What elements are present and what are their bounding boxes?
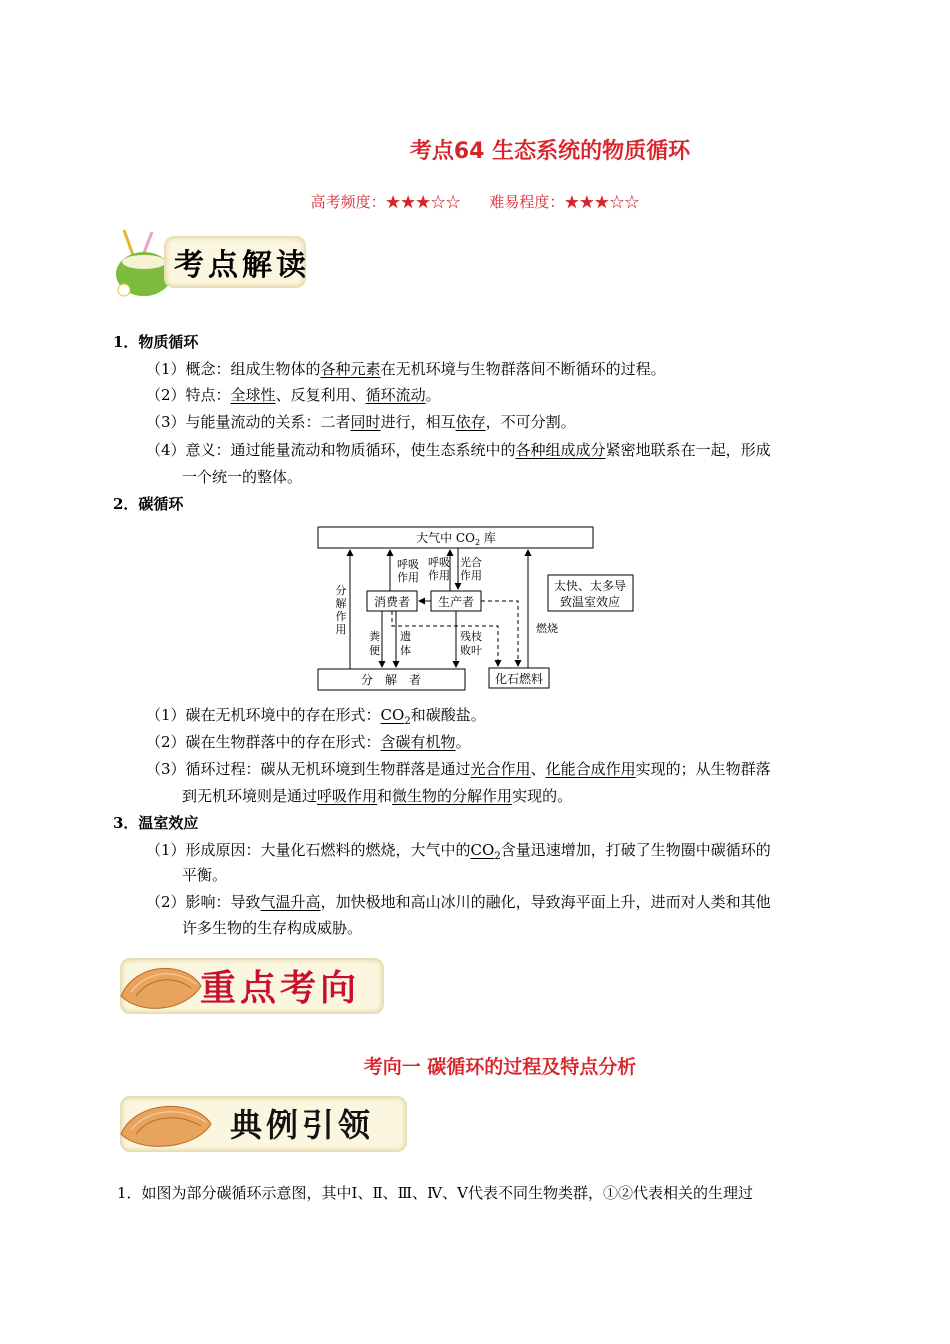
banner-focus bbox=[112, 952, 382, 1022]
page-title: 考点64 生态系统的物质循环 bbox=[409, 139, 691, 164]
banner-explain-text: 考点解读 bbox=[174, 248, 310, 283]
direction-title: 考向一 碳循环的过程及特点分析 bbox=[363, 1056, 637, 1078]
greenhouse-label-1: 太快、太多导 bbox=[553, 579, 627, 593]
svg-text:分: 分 bbox=[335, 584, 347, 597]
svg-text:粪: 粪 bbox=[369, 630, 380, 643]
carbon-cycle-diagram bbox=[310, 524, 650, 694]
difficulty-level: 难易程度：★★★☆☆ bbox=[489, 193, 640, 211]
shell-icon bbox=[116, 956, 206, 1018]
svg-text:用: 用 bbox=[335, 623, 347, 636]
svg-text:作用: 作用 bbox=[428, 569, 450, 582]
list-item-continuation: 一个统一的整体。 bbox=[182, 468, 303, 486]
svg-text:遗: 遗 bbox=[400, 630, 411, 643]
decomposer-label: 分 解 者 bbox=[360, 673, 422, 687]
list-item: （1）碳在无机环境中的存在形式：$CO_2$和碳酸盐。 bbox=[146, 706, 486, 727]
producer-label: 生产者 bbox=[437, 595, 475, 609]
list-item: （1）概念：组成生物体的各种元素在无机环境与生物群落间不断循环的过程。 bbox=[146, 360, 666, 378]
banner-example bbox=[112, 1090, 412, 1160]
svg-text:燃烧: 燃烧 bbox=[536, 622, 558, 635]
list-item-continuation: 平衡。 bbox=[182, 866, 228, 884]
list-item-continuation: 许多生物的生存构成威胁。 bbox=[182, 919, 363, 937]
question-text: 1．如图为部分碳循环示意图，其中Ⅰ、Ⅱ、Ⅲ、Ⅳ、Ⅴ代表不同生物类群，①②代表相关的生理过 bbox=[117, 1184, 753, 1202]
banner-example-text: 典例引领 bbox=[230, 1106, 375, 1144]
list-item: （1）形成原因：大量化石燃料的燃烧，大气中的$CO_2$含量迅速增加，打破了生物圈中碳循环的 bbox=[146, 841, 771, 862]
svg-text:呼吸: 呼吸 bbox=[397, 558, 419, 571]
banner-focus-text: 重点考向 bbox=[200, 968, 361, 1009]
svg-text:作: 作 bbox=[335, 610, 347, 623]
section-heading-greenhouse: 3．温室效应 bbox=[113, 814, 199, 832]
list-item: （4）意义：通过能量流动和物质循环，使生态系统中的各种组成成分紧密地联系在一起，形成 bbox=[146, 441, 771, 459]
svg-text:作用: 作用 bbox=[460, 569, 482, 582]
list-item: （2）影响：导致气温升高，加快极地和高山冰川的融化，导致海平面上升，进而对人类和其他 bbox=[146, 893, 771, 911]
shell-icon bbox=[116, 1094, 216, 1156]
svg-text:光合: 光合 bbox=[460, 556, 482, 569]
svg-text:败叶: 败叶 bbox=[460, 644, 482, 657]
list-item: （2）碳在生物群落中的存在形式：含碳有机物。 bbox=[146, 733, 471, 751]
fossil-fuel-label: 化石燃料 bbox=[494, 672, 544, 686]
list-item: （3）循环过程：碳从无机环境到生物群落是通过光合作用、化能合成作用实现的；从生物群落 bbox=[146, 760, 771, 778]
greenhouse-label-2: 致温室效应 bbox=[559, 595, 621, 609]
atmosphere-label: 大气中 $CO_2$ 库 bbox=[416, 531, 496, 547]
list-item: （2）特点：全球性、反复利用、循环流动。 bbox=[146, 386, 441, 404]
exam-frequency: 高考频度：★★★☆☆ bbox=[310, 193, 461, 211]
svg-text:便: 便 bbox=[369, 644, 380, 657]
list-item: （3）与能量流动的关系：二者同时进行，相互依存，不可分割。 bbox=[146, 413, 576, 431]
section-heading-carbon-cycle: 2．碳循环 bbox=[113, 495, 184, 513]
svg-text:残枝: 残枝 bbox=[460, 630, 482, 643]
svg-text:体: 体 bbox=[400, 644, 411, 657]
svg-text:作用: 作用 bbox=[397, 571, 419, 584]
banner-explain bbox=[112, 228, 312, 300]
consumer-label: 消费者 bbox=[373, 595, 411, 609]
rating-line bbox=[0, 191, 950, 212]
svg-text:解: 解 bbox=[335, 597, 347, 610]
list-item-continuation: 到无机环境则是通过呼吸作用和微生物的分解作用实现的。 bbox=[182, 787, 573, 805]
section-heading-material-cycle: 1．物质循环 bbox=[113, 333, 199, 351]
svg-text:呼吸: 呼吸 bbox=[428, 556, 450, 569]
